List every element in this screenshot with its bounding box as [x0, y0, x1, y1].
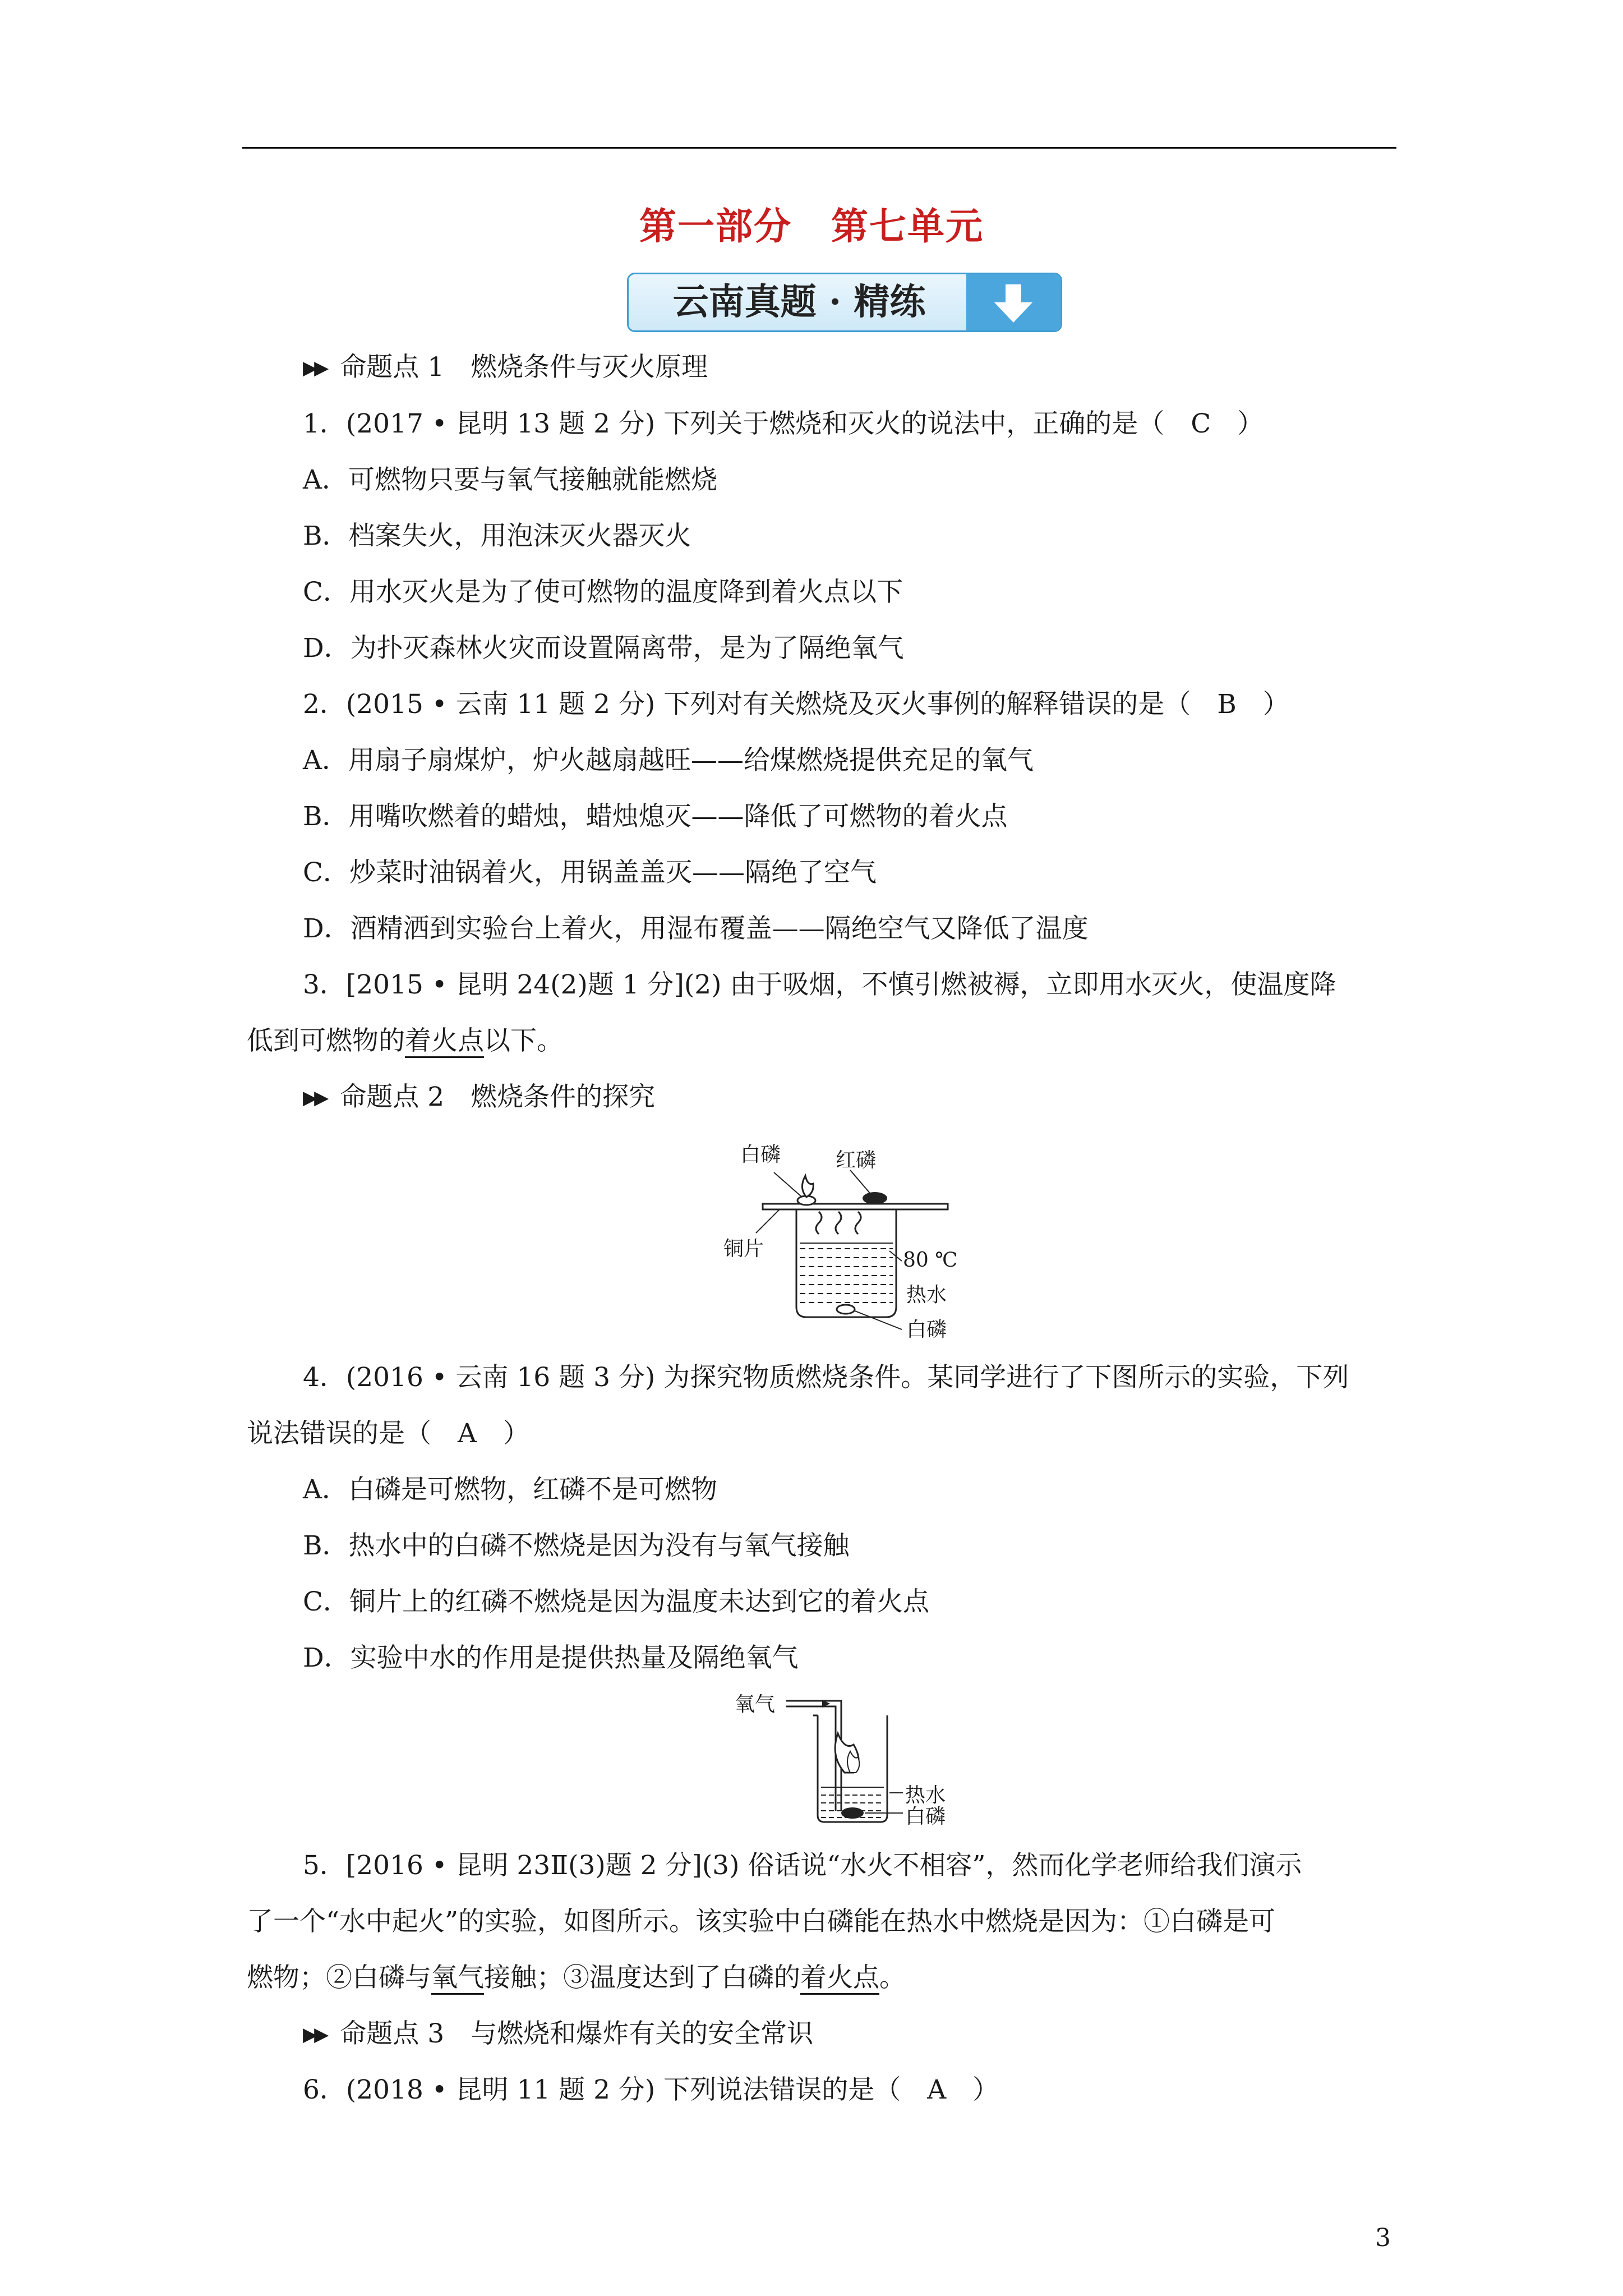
title-unit: 第七单元 — [831, 204, 984, 248]
page-number: 3 — [1375, 2224, 1391, 2252]
q2-option-c: C．炒菜时油锅着火，用锅盖盖灭——隔绝了空气 — [303, 857, 877, 888]
label-red-phosphorus: 红磷 — [836, 1149, 877, 1172]
label-white-phosphorus-water: 白磷 — [906, 1318, 947, 1341]
q2-option-d: D．酒精洒到实验台上着火，用湿布覆盖——隔绝空气又降低了温度 — [303, 913, 1089, 944]
q3-answer: 着火点 — [405, 1025, 484, 1058]
section-banner — [627, 273, 1062, 332]
q5-line-1: 5．[2016 • 昆明 23Ⅱ(3)题 2 分](3) 俗话说“水火不相容”，然而化学老师给我们演示 — [303, 1850, 1302, 1881]
q4-option-b: B．热水中的白磷不燃烧是因为没有与氧气接触 — [303, 1530, 850, 1561]
q3-line-2: 低到可燃物的着火点以下。 — [247, 1024, 563, 1058]
down-arrow-icon — [966, 274, 1061, 330]
banner-label: 云南真题 · 精练 — [629, 274, 970, 330]
q5-line-3: 燃物；②白磷与氧气接触；③温度达到了白磷的着火点。 — [247, 1961, 906, 1995]
q5-line-2: 了一个“水中起火”的实验，如图所示。该实验中白磷能在热水中燃烧是因为：①白磷是可 — [247, 1906, 1276, 1937]
q4-line-1: 4．(2016 • 云南 16 题 3 分) 为探究物质燃烧条件。某同学进行了下图所示的实验，下列 — [303, 1362, 1349, 1393]
q1-stem: 1．(2017 • 昆明 13 题 2 分) 下列关于燃烧和灭火的说法中，正确的是（ C ） — [303, 408, 1264, 439]
q1-option-a: A．可燃物只要与氧气接触就能燃烧 — [303, 464, 717, 495]
q1-option-d: D．为扑灭森林火灾而设置隔离带，是为了隔绝氧气 — [303, 633, 904, 664]
label-hot-water: 热水 — [906, 1283, 947, 1306]
q4-option-a: A．白磷是可燃物，红磷不是可燃物 — [303, 1474, 717, 1505]
q4-option-c: C．铜片上的红磷不燃烧是因为温度未达到它的着火点 — [303, 1586, 929, 1617]
section-heading-2: ▶▶ 命题点 2 燃烧条件的探究 — [303, 1082, 656, 1112]
q4-option-d: D．实验中水的作用是提供热量及隔绝氧气 — [303, 1642, 799, 1673]
header-rule — [242, 147, 1396, 149]
q1-option-c: C．用水灭火是为了使可燃物的温度降到着火点以下 — [303, 577, 903, 608]
q3-line-1: 3．[2015 • 昆明 24(2)题 1 分](2) 由于吸烟，不慎引燃被褥，立即用水灭火，使温度降 — [303, 969, 1336, 1000]
page-title — [0, 196, 1623, 250]
section-heading-3: ▶▶ 命题点 3 与燃烧和爆炸有关的安全常识 — [303, 2018, 814, 2049]
double-arrow-icon: ▶▶ — [303, 2023, 326, 2046]
q5-answer-1: 氧气 — [431, 1962, 484, 1995]
label-hot-water-2: 热水 — [905, 1784, 946, 1807]
label-white-phosphorus: 白磷 — [740, 1143, 781, 1166]
q2-stem: 2．(2015 • 云南 11 题 2 分) 下列对有关燃烧及灭火事例的解释错误的是（ B ） — [303, 689, 1289, 720]
label-white-phosphorus-2: 白磷 — [905, 1805, 946, 1828]
figure-copper-plate-experiment — [723, 1139, 981, 1341]
label-temperature: 80 ℃ — [903, 1249, 958, 1272]
q6-stem: 6．(2018 • 昆明 11 题 2 分) 下列说法错误的是（ A ） — [303, 2074, 999, 2105]
double-arrow-icon: ▶▶ — [303, 1087, 326, 1109]
q2-option-b: B．用嘴吹燃着的蜡烛，蜡烛熄灭——降低了可燃物的着火点 — [303, 801, 1008, 832]
label-oxygen: 氧气 — [735, 1693, 776, 1716]
figure-fire-in-water — [735, 1688, 970, 1829]
q1-option-b: B．档案失火，用泡沫灭火器灭火 — [303, 521, 691, 551]
q2-option-a: A．用扇子扇煤炉，炉火越扇越旺——给煤燃烧提供充足的氧气 — [303, 745, 1034, 776]
double-arrow-icon: ▶▶ — [303, 357, 326, 379]
q4-line-2: 说法错误的是（ A ） — [247, 1418, 529, 1449]
title-part: 第一部分 — [639, 204, 792, 248]
label-copper-plate: 铜片 — [723, 1237, 764, 1260]
q5-answer-2: 着火点 — [800, 1962, 879, 1995]
section-heading-1: ▶▶ 命题点 1 燃烧条件与灭火原理 — [303, 352, 708, 383]
